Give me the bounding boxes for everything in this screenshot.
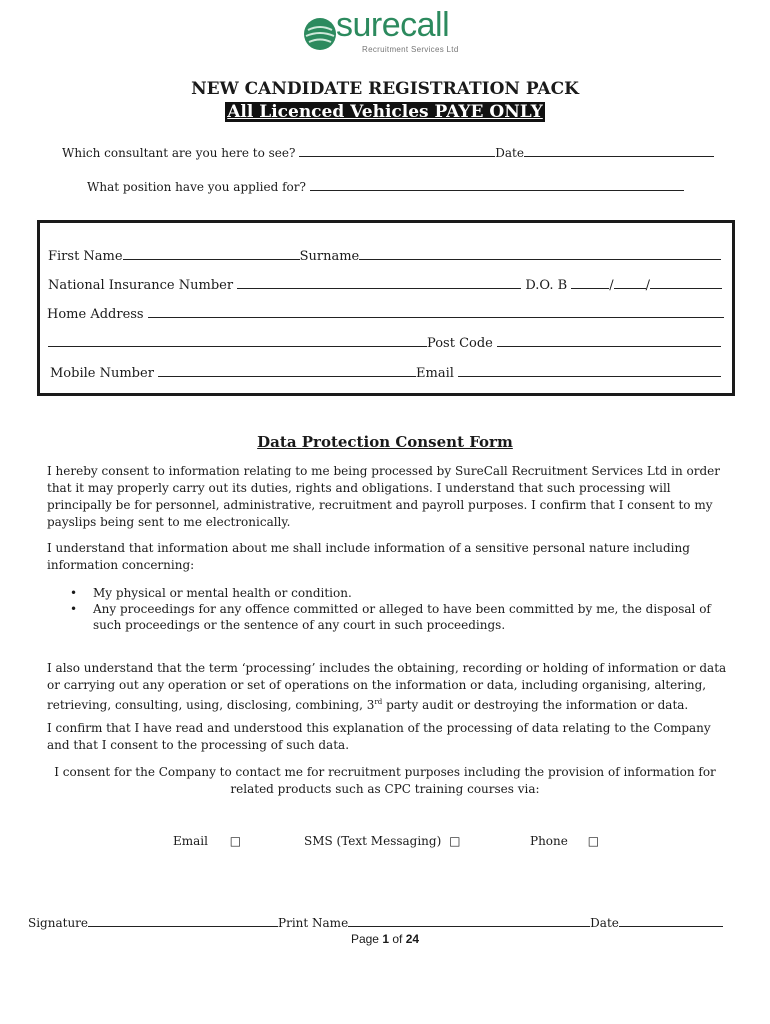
surecall-logo [300,6,470,58]
post-code-field[interactable] [497,345,721,347]
list-item: My physical or mental health or condition. [93,586,352,600]
consultant-field[interactable] [299,155,495,157]
position-field[interactable] [310,189,684,191]
consent-paragraph-4: I confirm that I have read and understood this explanation of the processing of data relating to the Company and that I consent to the processing of such data. [47,721,711,752]
logo-subtitle: Recruitment Services Ltd [362,45,459,54]
phone-checkbox[interactable]: □ [587,834,600,848]
consultant-row: Which consultant are you here to see? Date [62,146,714,160]
mobile-field[interactable] [158,375,416,377]
sms-checkbox[interactable]: □ [449,834,461,848]
sms-option: SMS (Text Messaging) □ [304,834,461,848]
dob-day-field[interactable] [571,287,609,289]
print-name-field[interactable] [348,925,590,927]
position-row: What position have you applied for? [87,180,684,194]
dob-month-field[interactable] [614,287,646,289]
page-title: NEW CANDIDATE REGISTRATION PACK [191,79,579,99]
date-field[interactable] [524,155,714,157]
signature-field[interactable] [88,925,278,927]
dob-year-field[interactable] [650,287,722,289]
globe-icon [302,16,338,52]
page-subtitle: All Licenced Vehicles PAYE ONLY [227,102,543,122]
signature-row: Signature Print Name Date [28,916,723,930]
address-line-2-field[interactable] [48,345,427,347]
home-address-field[interactable] [148,316,724,318]
page-number: Page 1 of 24 [350,932,420,946]
ni-dob-row: National Insurance Number D.O. B / / [48,278,722,293]
signature-date-field[interactable] [619,925,723,927]
consent-paragraph-3: I also understand that the term ‘processing’ includes the obtaining, recording or holding of information or data or carrying out any operation or set of operations on the information or data, including organising, altering, retrieving, consulting, using, disclosing, combining, 3rd party audit or destroying the information or data. [47,661,727,712]
bullet-icon: • [70,586,78,600]
logo-wordmark: surecall [336,6,450,44]
surname-field[interactable] [359,258,721,260]
ni-number-field[interactable] [237,287,521,289]
name-row: First Name Surname [48,249,721,264]
bullet-icon: • [70,602,78,616]
contact-row: Mobile Number Email [50,366,721,381]
consent-paragraph-2: I understand that information about me shall include information of a sensitive personal nature including information concerning: [47,541,690,572]
consent-heading: Data Protection Consent Form [257,433,513,451]
email-field[interactable] [458,375,721,377]
address-row: Home Address [47,307,724,322]
email-option: Email □ [173,834,242,848]
list-item: Any proceedings for any offence committed or alleged to have been committed by me, the disposal of such proceedings or the sentence of any court in such proceedings. [93,602,711,632]
phone-option: Phone □ [530,834,600,848]
first-name-field[interactable] [123,258,300,260]
consent-paragraph-5-line-2: related products such as CPC training courses via: [230,782,540,796]
consent-paragraph-1: I hereby consent to information relating to me being processed by SureCall Recruitment Services Ltd in order that it may properly carry out its duties, rights and obligations. I understand that such processing will principally be for personnel, administrative, recruitment and payroll purposes. I confirm that I consent to my payslips being sent to me electronically. [47,464,721,529]
address-postcode-row: Post Code [48,336,721,351]
email-checkbox[interactable]: □ [229,834,242,848]
consent-paragraph-5-line-1: I consent for the Company to contact me for recruitment purposes including the provision of information for [54,765,716,779]
